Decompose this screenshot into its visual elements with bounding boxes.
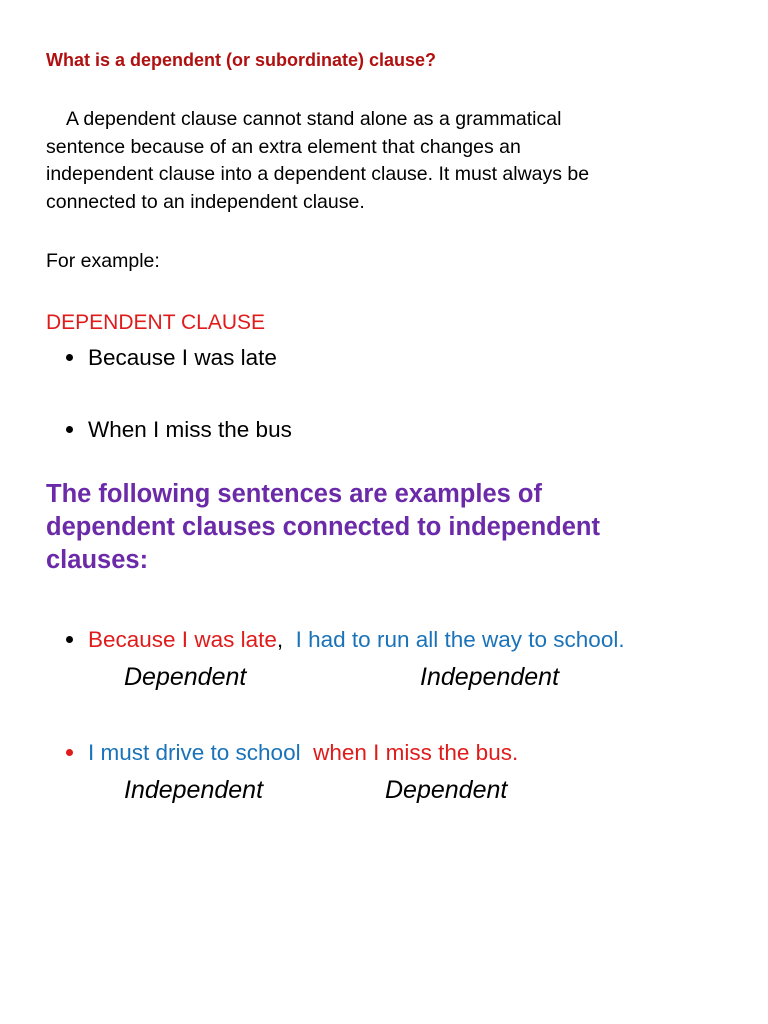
examples-heading [46, 478, 746, 577]
independent-part: I had to run all the way to school. [295, 627, 625, 652]
independent-label: Independent [420, 663, 560, 691]
bullet-icon [66, 426, 73, 433]
bullet-icon [66, 636, 73, 643]
dependent-label: Dependent [385, 776, 508, 804]
dependent-label: Dependent [124, 663, 247, 691]
definition-paragraph [46, 106, 746, 216]
paragraph-line: connected to an independent clause. [46, 190, 365, 213]
example-sentence-1 [66, 627, 625, 653]
dependent-part: when I miss the bus. [313, 740, 519, 765]
example-sentence-2 [66, 740, 518, 766]
bullet-icon [66, 749, 73, 756]
dependent-part: Because I was late [88, 627, 277, 652]
page-heading: What is a dependent (or subordinate) clause? [46, 50, 437, 70]
examples-heading-line: The following sentences are examples of [46, 480, 542, 508]
examples-heading-line: clauses: [46, 546, 149, 574]
dependent-example-item [66, 417, 292, 443]
paragraph-line: sentence because of an extra element that changes an [46, 135, 521, 158]
paragraph-line: independent clause into a dependent clause. It must always be [46, 163, 590, 185]
bullet-icon [66, 354, 73, 361]
independent-label: Independent [124, 776, 264, 804]
for-example-label: For example: [46, 250, 160, 272]
dependent-example-text: Because I was late [88, 345, 277, 370]
dependent-clause-label: DEPENDENT CLAUSE [46, 311, 266, 334]
dependent-example-item [66, 345, 277, 371]
independent-part: I must drive to school [88, 740, 301, 765]
comma: , [276, 627, 284, 652]
dependent-example-text: When I miss the bus [88, 417, 292, 442]
examples-heading-line: dependent clauses connected to independent [46, 513, 601, 541]
paragraph-line: A dependent clause cannot stand alone as a grammatical [66, 108, 562, 130]
